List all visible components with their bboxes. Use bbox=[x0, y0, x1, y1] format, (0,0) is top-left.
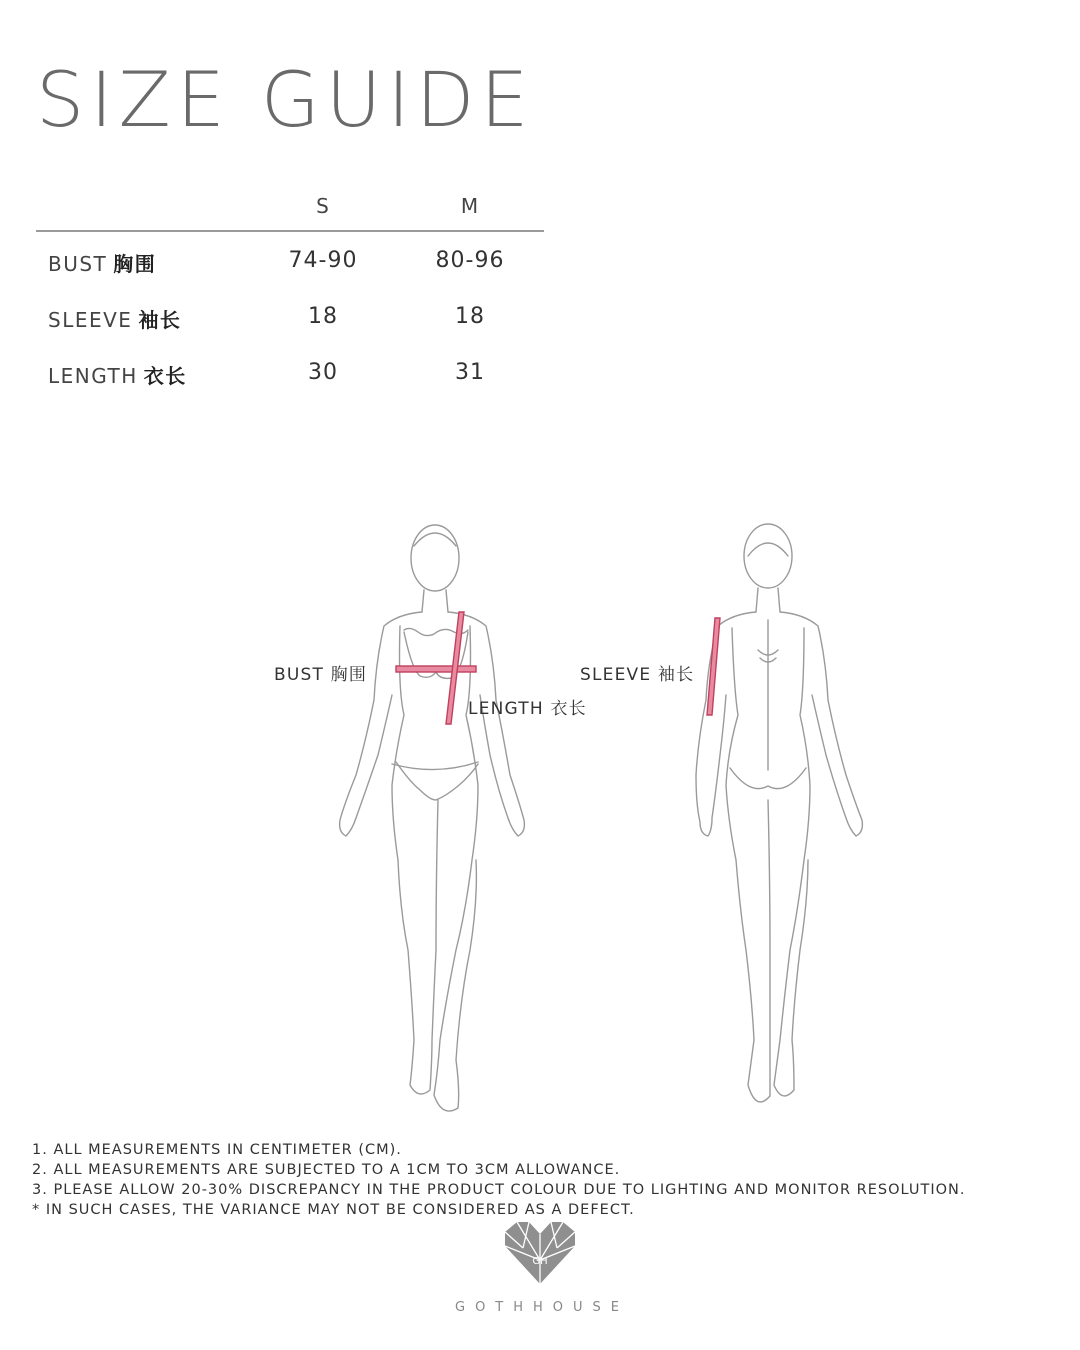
note-item: 3. PLEASE ALLOW 20-30% DISCREPANCY IN THE PRODUCT COLOUR DUE TO LIGHTING AND MONITOR RESOLUTION. bbox=[32, 1182, 966, 1198]
bust-label: BUST 胸围 bbox=[274, 665, 368, 685]
row-label-en: SLEEVE bbox=[48, 308, 133, 332]
column-header-s: S bbox=[316, 194, 330, 218]
faceted-heart-icon bbox=[503, 1220, 577, 1286]
fashion-figure-illustration bbox=[0, 500, 1080, 1130]
table-cell: 30 bbox=[308, 360, 338, 385]
row-label-zh: 袖长 bbox=[138, 308, 182, 332]
row-label bbox=[48, 248, 156, 277]
note-item: 2. ALL MEASUREMENTS ARE SUBJECTED TO A 1CM TO 3CM ALLOWANCE. bbox=[32, 1162, 621, 1178]
table-row-bust bbox=[36, 232, 544, 288]
row-label bbox=[48, 304, 181, 333]
length-label: LENGTH 衣长 bbox=[468, 699, 587, 719]
notes bbox=[32, 1140, 965, 1220]
row-label-en: BUST bbox=[48, 252, 108, 276]
table-row-length bbox=[36, 344, 544, 400]
size-table-header bbox=[36, 190, 544, 232]
bust-measure-line bbox=[396, 666, 476, 672]
brand-name: GOTHHOUSE bbox=[455, 1300, 630, 1315]
front-figure bbox=[340, 525, 525, 1111]
row-label bbox=[48, 360, 187, 389]
row-label-zh: 胸围 bbox=[113, 252, 157, 276]
note-item: 1. ALL MEASUREMENTS IN CENTIMETER (CM). bbox=[32, 1142, 402, 1158]
table-cell: 31 bbox=[455, 360, 485, 385]
sleeve-label: SLEEVE 袖长 bbox=[580, 665, 695, 685]
table-cell: 80-96 bbox=[435, 248, 505, 273]
logo-text: GH bbox=[532, 1256, 548, 1267]
table-cell: 18 bbox=[308, 304, 338, 329]
row-label-zh: 衣长 bbox=[143, 364, 187, 388]
table-cell: 74-90 bbox=[288, 248, 358, 273]
table-cell: 18 bbox=[455, 304, 485, 329]
row-label-en: LENGTH bbox=[48, 364, 138, 388]
size-table bbox=[36, 190, 544, 400]
column-header-m: M bbox=[460, 194, 480, 218]
note-item: * IN SUCH CASES, THE VARIANCE MAY NOT BE CONSIDERED AS A DEFECT. bbox=[32, 1202, 635, 1218]
table-row-sleeve bbox=[36, 288, 544, 344]
back-figure bbox=[696, 524, 862, 1102]
page-title: SIZE GUIDE bbox=[36, 55, 535, 144]
